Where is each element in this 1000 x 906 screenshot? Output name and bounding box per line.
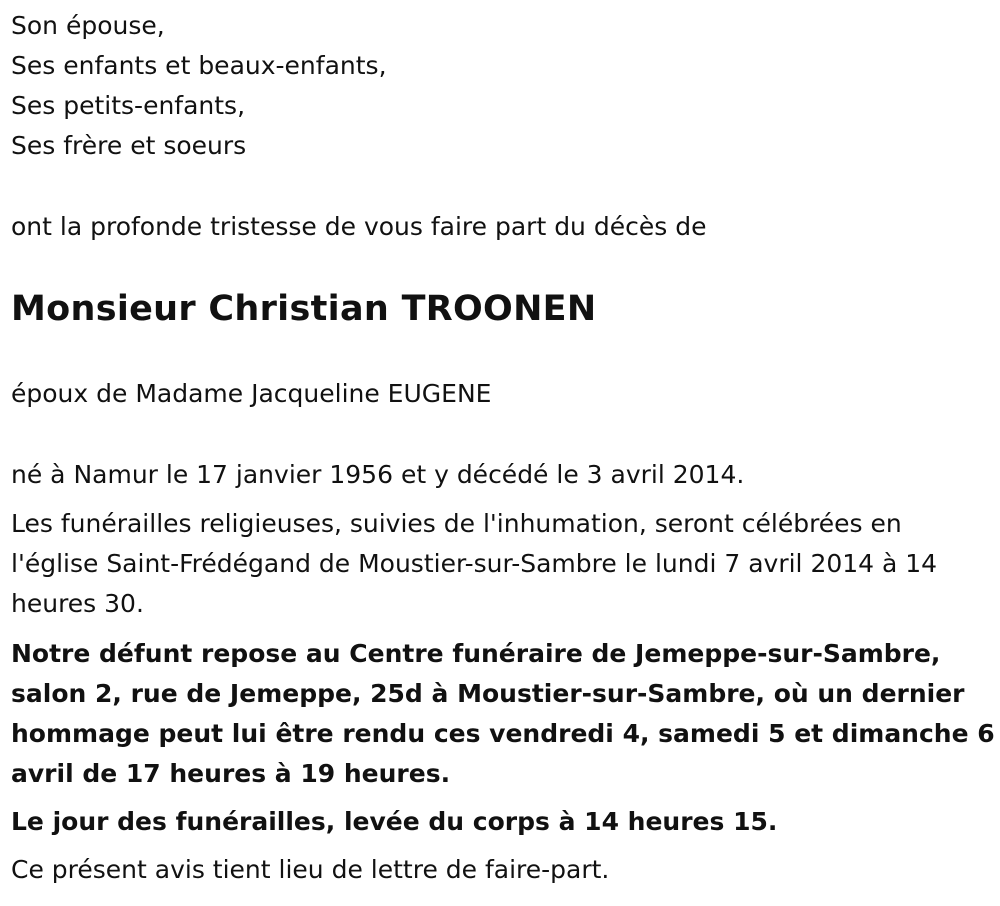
departure-paragraph: Le jour des funérailles, levée du corps à 14 heures 15.: [11, 807, 778, 836]
closing-paragraph: Ce présent avis tient lieu de lettre de faire-part.: [11, 855, 610, 884]
family-line-children: Ses enfants et beaux-enfants,: [11, 51, 387, 80]
vigil-paragraph: Notre défunt repose au Centre funéraire de Jemeppe-sur-Sambre, salon 2, rue de Jemeppe, 25d à Moustier-sur-Sambre, où un dernier hommage peut lui être rendu ces vendredi 4, samedi 5 et dimanche 6 avril de 17 heures à 19 heures.: [11, 639, 995, 788]
family-list: [11, 6, 1000, 166]
birth-death-line: né à Namur le 17 janvier 1956 et y décédé le 3 avril 2014.: [11, 460, 745, 489]
family-line-siblings: Ses frère et soeurs: [11, 131, 247, 160]
family-line-spouse: Son épouse,: [11, 11, 165, 40]
announcement-text: ont la profonde tristesse de vous faire part du décès de: [11, 212, 707, 241]
funeral-paragraph: Les funérailles religieuses, suivies de l'inhumation, seront célébrées en l'église Saint-Frédégand de Moustier-sur-Sambre le lundi 7 avril 2014 à 14 heures 30.: [11, 509, 938, 618]
deceased-name: Monsieur Christian TROONEN: [11, 289, 597, 329]
spouse-line: époux de Madame Jacqueline EUGENE: [11, 379, 492, 408]
family-line-grandchildren: Ses petits-enfants,: [11, 91, 246, 120]
